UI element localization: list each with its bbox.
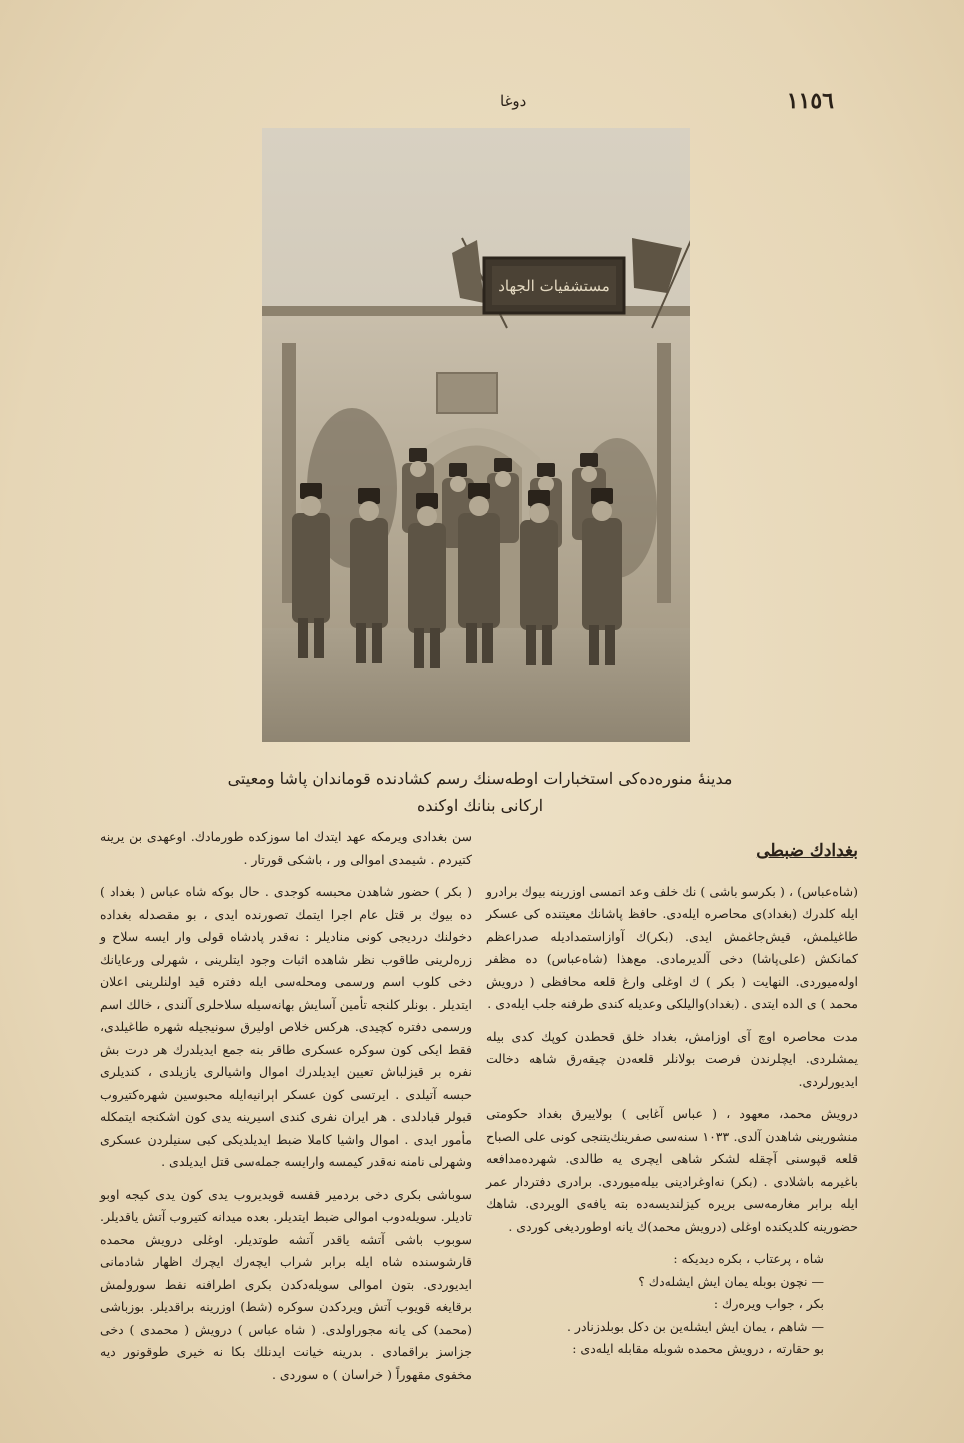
paragraph: مدت محاصره اوچ آى اوزامش، بغداد خلق قحطدن كوپك كدى بيله يمشلردى. ايچلرندن فرصت بولانلر قلعه‌دن چيقه‌رق شاهه دخالت ايديورلردى. <box>486 1028 858 1089</box>
paragraph: درويش محمد، معهود ، ( عباس آغابى ) بولاييرق بغداد حكومتى منشورينى شاهدن آلدى. ١٠٣٣ سنه‌سى صفرينك‌يتنجى كونى على الصباح قلعه قپوسنى آچقله لشكر شاهى ايچرى يه طالدى. شهرده‌مدافعه باغيرمه باشلادى . (بكر) نه‌اوغرادينى بيله‌ميوردى. برادرى دفتردار عمر ايله برابر مغارمه‌سى بريره كيزلنديسه‌ده بته يافه‌ى الويردى. شاهك حضورينه كلديكنده اوغلى (درويش محمد)ك يانه اوطورديغى كوردى . <box>486 1106 858 1234</box>
left-column <box>100 826 472 1396</box>
dialogue-line: بكر ، جواب ويره‌رك : <box>713 1296 824 1311</box>
caption-line-1: مدينهٔ منوره‌ده‌كى استخبارات اوطه‌سنك رسم كشادنده قوماندان پاشا ومعيتى <box>227 769 733 788</box>
dialogue-line: بو حقارته ، درويش محمده شوبله مقابله ايله‌دى : <box>572 1341 824 1356</box>
page-number: ١١٥٦ <box>786 88 834 114</box>
paragraph: سوباشى بكرى دخى بردمير قفسه قويديروب يدى كون يدى كيجه اوبو تاديلر. سويله‌دوب اموالى ضبط ايتديلر. بعده ميدانه كتيروب آتش ياقديلر. سوبوب باشى آتشه ياقدر آتشه طوتديلر. اوغلى درويش محمده‌ قارشوسنده شاه ايله برابر شراب ايچه‌رك ايچرك اظهار شادمانى ايديوردى. بتون اموالى سويله‌دكدن بكرى اطرافنه نفط سورولمش برقايغه قويوب آتش ويردكدن سوكره (شط) اوزرينه براقديلر. بوزباشى (محمد) كى يانه مجوراولدى. ( شاه عباس ) درويش ( محمدى ) دخى جزاسز براقمادى . بدرينه خيانت ايدنلك بكا نه خيرى طوقونور ديه مخفوى مقهوراً ( خراسان ) ه سوردى . <box>100 1186 472 1382</box>
sign-text: مستشفيات الجهاد <box>498 277 610 295</box>
folio <box>60 88 904 118</box>
right-column <box>486 840 858 1361</box>
photo-caption <box>200 765 760 819</box>
paragraph: ( بكر ) حضور شاهدن محبسه كوجدى . حال بوكه شاه عباس ( بغداد ) ده بيوك بر قتل عام اجرا ايتمك تصورنده ايدى ، بو مقصدله بغداده دخولنك درديجى كونى منادیلر : نه‌قدر پادشاه قولى وار ايسه سلاح و زره‌لرينى طاقوب نظر شاهده اثبات وجود ايتلرينى ، شهرلى ورعايانك دخى كلوب اسم ورسمى ومحله‌سى ايله دفتره قيد اولنلرينى اعلان ايتديلر . بونلر كلنجه تأمين آسايش بهانه‌سيله سلاحلرى آلندى ، خالك اسم ورسمى دفتره كچيدى. هركس خلاص اوليرق سونيجيله شهره طاغيلدى، فقط ايكى كون سوكره عسكرى طاقر بنه جمع ايديلدرك هر درت بش نفره بر قيزلباش تعيين ايديلدرك اموال واشيالرى يازيلدى ، كنديلرى حبسه آتيلدى . ايرتسى كون عسكر اېرانيه‌ايله محبوسين شهره‌كتيروب قبولر قبادلدى . هر ايران نفرى كندى اسيرينه يدى كون اشكنجه ايتمكله مأمور ايدى . اموال واشيا كاملا ضبط ايديلديكى كبى سنيلردن عسكرى وشهرلى نامنه نه‌قدر كيمسه وارايسه جمله‌سى قتل ايديلدى . <box>100 884 472 1169</box>
caption-line-2: اركانى بنانك اوكنده <box>416 796 544 815</box>
dialogue-line: — شاهم ، يمان ايش ايشله‌ين بن دكل بوبلدزنادر . <box>566 1318 824 1334</box>
section-heading: بغدادك ضبطى <box>756 841 858 861</box>
paragraph: سن بغدادى ويرمكه عهد ايتدك اما سوزكده طورمادك. اوعهدى بن يرينه كتيردم . شيمدى اموالى ور ، باشكى قورتار . <box>100 829 472 867</box>
running-head: دوغا <box>500 92 527 110</box>
paragraph: (شاه‌عباس) ، ( بكرسو باشى ) نك خلف وعد اتمسى اوزرينه بيوك برادرو ايله كلدرك (بغداد)ى محاصره ايله‌دى. حافظ پاشانك معيتنده كى عسكر طاغيلمش، قيش‌جاغمش ايدى. (بكر)ك آوازاستمداديله صدراعظم كمانكش (على‌پاشا) دخى آلديرمادى. مع‌هذا (شاه‌عباس) ده مظفر اوله‌ميوردى. النهايت ( بكر ) ك اوغلى وارغ قلعه محافظى ( درويش محمد ) ى الده ايتدى . (بغداد)واليلكى وعديله كندى طرفنه جلب ايله‌دى . <box>486 883 858 1011</box>
dialogue-line: شاه ، پرعتاب ، بكره ديديكه : <box>673 1251 824 1266</box>
photograph-image <box>262 128 690 742</box>
dialogue-line: — نچون بوبله يمان ايش ايشله‌دك ؟ <box>638 1273 824 1289</box>
photograph <box>262 128 690 742</box>
